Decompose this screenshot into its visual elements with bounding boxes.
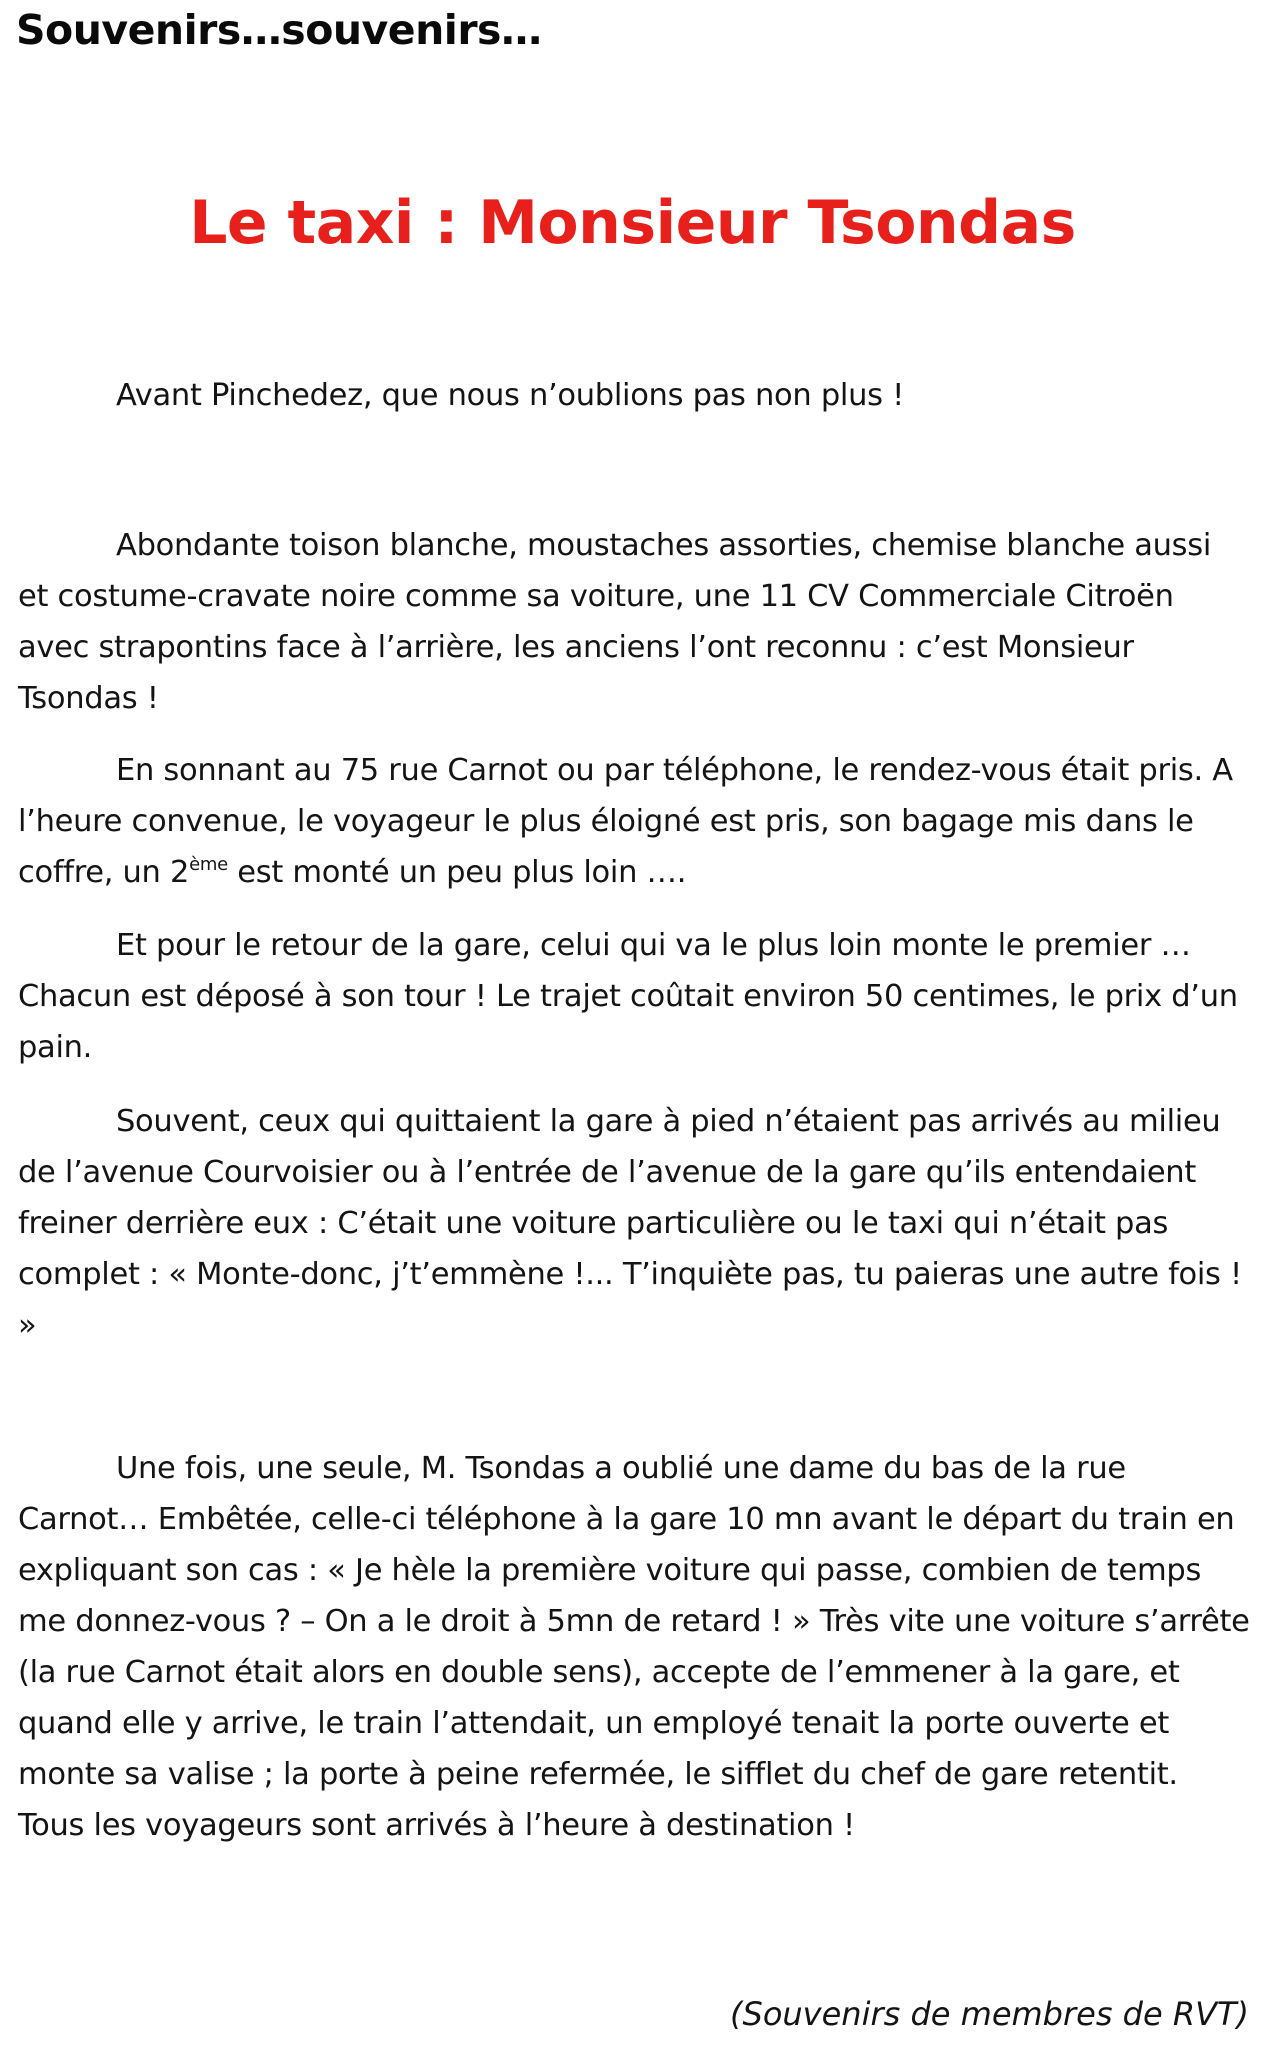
source-credit: (Souvenirs de membres de RVT) — [730, 1995, 1249, 2033]
ordinal-superscript: ème — [189, 854, 228, 875]
paragraph-2 — [18, 745, 1250, 898]
paragraph-2-text-end: est monté un peu plus loin …. — [227, 855, 687, 890]
page-title: Le taxi : Monsieur Tsondas — [189, 188, 1076, 258]
paragraph-5-text: Une fois, une seule, M. Tsondas a oublié une dame du bas de la rue Carnot… Embêtée, celle-ci téléphone à la gare 10 mn avant le départ du train en expliquant son cas : « Je hèle la première voiture qui passe, combien de temps me donnez-vous ? – On a le droit à 5mn de retard ! » Très vite une voiture s’arrête (la rue Carnot était alors en double sens), accepte de l’emmener à la gare, et quand elle y arrive, le train l’attendait, un employé tenait la porte ouverte et monte sa valise ; la porte à peine refermée, le sifflet du chef de gare retentit. Tous les voyageurs sont arrivés à l’heure à destination ! — [18, 1451, 1250, 1843]
paragraph-1-text: Abondante toison blanche, moustaches assorties, chemise blanche aussi et costume-cravate noire comme sa voiture, une 11 CV Commerciale Citroën avec strapontins face à l’arrière, les anciens l’ont reconnu : c’est Monsieur Tsondas ! — [18, 528, 1212, 716]
paragraph-4-text: Souvent, ceux qui quittaient la gare à pied n’étaient pas arrivés au milieu de l’avenue Courvoisier ou à l’entrée de l’avenue de la gare qu’ils entendaient freiner derrière eux : C’était une voiture particulière ou le taxi qui n’était pas complet : « Monte-donc, j’t’emmène !... T’inquiète pas, tu paieras une autre fois ! » — [18, 1104, 1242, 1343]
paragraph-5 — [18, 1443, 1250, 1851]
intro-paragraph — [18, 370, 1250, 421]
paragraph-1 — [18, 520, 1250, 724]
intro-text: Avant Pinchedez, que nous n’oublions pas non plus ! — [116, 378, 905, 413]
paragraph-2-text: En sonnant au 75 rue Carnot ou par téléphone, le rendez-vous était pris. A l’heure convenue, le voyageur le plus éloigné est pris, son bagage mis dans le coffre, un 2 — [18, 753, 1233, 890]
paragraph-3-text: Et pour le retour de la gare, celui qui va le plus loin monte le premier … Chacun est déposé à son tour ! Le trajet coûtait environ 50 centimes, le prix d’un pain. — [18, 928, 1238, 1065]
series-title: Souvenirs…souvenirs… — [16, 6, 542, 54]
paragraph-4 — [18, 1096, 1250, 1351]
paragraph-3 — [18, 920, 1250, 1073]
